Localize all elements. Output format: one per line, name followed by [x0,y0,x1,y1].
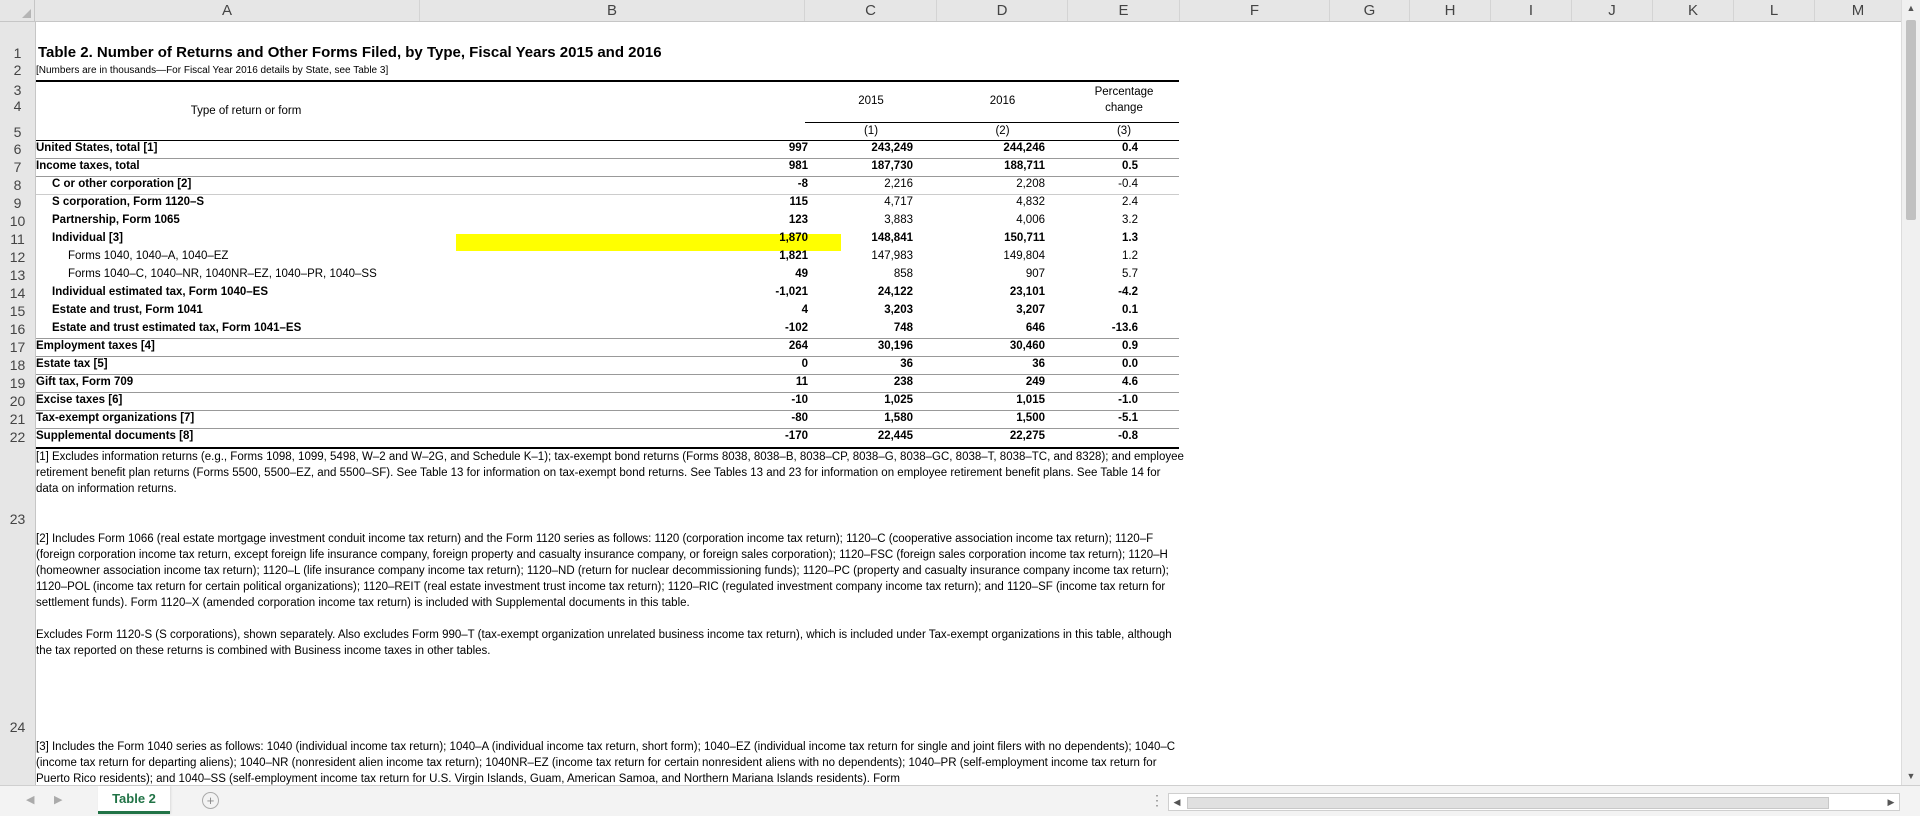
header-type: Type of return or form [190,105,302,117]
row-label: Estate tax [5] [36,358,108,370]
rule [36,80,1179,82]
footnote-3: [3] Includes the Form 1040 series as follows: 1040 (individual income tax return); 1040–A (individual income tax return, short form); 1040–EZ (individual income tax return for single and joint filers with no dependents); 1040–C (income tax return for departing aliens); 1040–NR (nonresident alien income tax return); 1040NR–EZ (income tax return for certain nonresident aliens with no dependents); 1040–PR (self-employment income tax return for Puerto Rico residents); and 1040–SS (self-employment income tax return for U.S. Virgin Islands, Guam, American Samoa, and Northern Mariana Islands residents). Form [36,741,1176,785]
cell-e: -4.2 [1118,286,1138,298]
select-all-button[interactable] [0,0,35,21]
cell-c: 187,730 [871,160,913,172]
row-label: Excise taxes [6] [36,394,123,406]
scroll-right-icon[interactable]: ▶ [1887,797,1895,807]
cell-e: 4.6 [1122,376,1138,388]
cell-c: 36 [900,358,913,370]
cell-d: 3,207 [1016,304,1045,316]
cell-c: 22,445 [877,430,913,442]
row-header[interactable]: 1 [13,45,22,61]
row-label: Estate and trust estimated tax, Form 1041–ES [52,322,302,334]
col-header-c[interactable]: C [805,0,937,21]
row-header[interactable]: 21 [9,411,26,427]
cell-e: 1.2 [1122,250,1138,262]
cell-d: 1,500 [1016,412,1045,424]
cell-c: 4,717 [884,196,913,208]
cell-c: 858 [893,268,913,280]
col-header-m[interactable]: M [1815,0,1902,21]
row-header[interactable]: 3 [13,82,22,98]
rule [36,338,1179,339]
row-header[interactable]: 18 [9,357,26,373]
cell-d: 23,101 [1009,286,1045,298]
cell-e: -0.4 [1118,178,1138,190]
cell-b: -170 [784,430,808,442]
row-header[interactable]: 15 [9,303,26,319]
row-label: Forms 1040, 1040–A, 1040–EZ [68,250,229,262]
cell-c: 1,580 [884,412,913,424]
row-label: Supplemental documents [8] [36,430,194,442]
cell-b: 997 [788,142,808,154]
row-header[interactable]: 8 [13,177,22,193]
row-label: United States, total [1] [36,142,158,154]
row-label: Gift tax, Form 709 [36,376,134,388]
row-header[interactable]: 17 [9,339,26,355]
cell-e: 0.0 [1122,358,1138,370]
row-header[interactable]: 24 [9,719,26,735]
row-header[interactable]: 11 [10,231,25,247]
col-header-h[interactable]: H [1410,0,1491,21]
cell-d: 4,006 [1016,214,1045,226]
col-header-i[interactable]: I [1491,0,1572,21]
row-label: Forms 1040–C, 1040–NR, 1040NR–EZ, 1040–PR, 1040–SS [68,268,377,280]
row-header[interactable]: 9 [13,195,22,211]
cell-e: 1.3 [1122,232,1138,244]
colnum-3: (3) [1116,125,1132,137]
cell-b: 981 [788,160,808,172]
cell-c: 3,203 [884,304,913,316]
row-label: Individual [3] [52,232,123,244]
cell-c: 2,216 [884,178,913,190]
cell-c: 1,025 [884,394,913,406]
row-header[interactable]: 20 [9,393,26,409]
sheet-tab-bar [0,785,1920,816]
next-sheet-icon[interactable]: ▶ [54,794,63,806]
horizontal-scrollbar[interactable] [1168,793,1900,811]
row-header[interactable]: 6 [13,141,22,157]
cell-e: 3.2 [1122,214,1138,226]
scroll-left-icon[interactable]: ◀ [1173,797,1181,807]
rule [36,194,1179,195]
cell-d: 150,711 [1004,232,1045,244]
row-label: S corporation, Form 1120–S [52,196,205,208]
cell-b: -1,021 [775,286,808,298]
cell-b: -80 [791,412,808,424]
cell-b: 123 [788,214,808,226]
row-header[interactable]: 10 [9,213,26,229]
footnote-1: [1] Excludes information returns (e.g., Forms 1098, 1099, 5498, W–2 and W–2G, and Schedule K–1); tax-exempt bond returns (Forms 8038, 8038–B, 8038–CP, 8038–G, 8038–GC, 8038–T, 8038–TC, and 8328); and employee retirement benefit plan returns (Forms 5500, 5500–EZ, and 5500–SF). See Table 13 for information on tax-exempt bond returns. See Tables 13 and 23 for information on employee retirement benefit plans. See Table 14 for data on information returns. [36,451,1184,495]
row-label: Estate and trust, Form 1041 [52,304,203,316]
header-2016: 2016 [989,95,1016,107]
row-header[interactable]: 14 [9,285,26,301]
cell-d: 907 [1025,268,1045,280]
cell-d: 149,804 [1003,250,1045,262]
cell-e: 0.5 [1122,160,1138,172]
rule [36,410,1179,411]
cell-b: -8 [797,178,808,190]
col-header-e[interactable]: E [1068,0,1180,21]
cell-b: 115 [789,196,808,208]
row-label: Employment taxes [4] [36,340,155,352]
rule [36,176,1179,177]
colnum-2: (2) [995,125,1010,137]
cell-b: -10 [791,394,808,406]
col-header-b[interactable]: B [420,0,805,21]
row-label: Partnership, Form 1065 [52,214,180,226]
rule [36,374,1179,375]
cell-e: -5.1 [1118,412,1138,424]
vertical-scroll-thumb[interactable] [1906,20,1916,220]
vertical-scrollbar[interactable] [1901,0,1920,785]
rule [36,356,1179,357]
sheet-tab-table-2[interactable]: Table 2 [98,786,170,814]
cell-d: 2,208 [1016,178,1045,190]
cell-b: -102 [784,322,808,334]
header-2015: 2015 [858,95,884,107]
row-label: Individual estimated tax, Form 1040–ES [52,286,269,298]
cell-b[interactable]: 1,870 [779,232,808,244]
col-header-g[interactable]: G [1330,0,1410,21]
horizontal-scroll-thumb[interactable] [1187,797,1829,809]
row-header[interactable]: 2 [13,62,22,78]
rule [36,392,1179,393]
more-options-icon[interactable]: ⋮ [1150,792,1164,808]
cell-c: 148,841 [871,232,913,244]
rule [805,122,1179,123]
cell-b: 0 [801,358,808,370]
cell-d: 244,246 [1003,142,1045,154]
row-label: C or other corporation [2] [52,178,192,190]
row-header[interactable]: 12 [9,249,26,265]
rule [36,140,1179,141]
sheet-grid[interactable] [36,22,1902,785]
col-header-j[interactable]: J [1572,0,1653,21]
add-sheet-icon[interactable]: + [202,792,219,809]
row-header[interactable]: 16 [9,321,26,337]
cell-d: 188,711 [1004,160,1045,172]
cell-b: 264 [788,340,808,352]
cell-d: 646 [1025,322,1045,334]
cell-c: 748 [893,322,913,334]
row-header-bar [0,22,36,785]
row-header[interactable]: 13 [9,267,26,283]
col-header-a[interactable]: A [35,0,420,21]
cell-d: 4,832 [1016,196,1045,208]
cell-e: 5.7 [1122,268,1138,280]
cell-e: -0.8 [1118,430,1138,442]
cell-d: 249 [1025,376,1045,388]
prev-sheet-icon[interactable]: ◀ [26,794,35,806]
colnum-1: (1) [863,125,879,137]
table-title: Table 2. Number of Returns and Other Forms Filed, by Type, Fiscal Years 2015 and 2016 [38,44,662,61]
row-header[interactable]: 19 [9,375,26,391]
col-header-d[interactable]: D [937,0,1068,21]
cell-d: 36 [1032,358,1045,370]
column-header-bar [0,0,1902,22]
cell-c: 243,249 [871,142,913,154]
header-pct-1: Percentage [1094,86,1154,98]
header-pct-2: change [1105,102,1143,114]
col-header-l[interactable]: L [1734,0,1815,21]
cell-e: 0.9 [1122,340,1138,352]
row-header[interactable]: 7 [13,159,22,175]
cell-e: 2.4 [1122,196,1138,208]
cell-e: -13.6 [1111,322,1138,334]
cell-b: 11 [795,376,808,388]
col-header-k[interactable]: K [1653,0,1734,21]
rule [36,158,1179,159]
cell-c: 147,983 [871,250,913,262]
row-label: Tax-exempt organizations [7] [36,412,195,424]
row-header[interactable]: 4 [13,98,22,114]
cell-d: 30,460 [1009,340,1045,352]
row-label: Income taxes, total [36,160,140,172]
cell-b: 49 [795,268,808,280]
cell-c: 238 [893,376,913,388]
cell-b: 4 [801,304,808,316]
scroll-up-icon[interactable]: ▲ [1906,3,1916,13]
row-header[interactable]: 22 [9,429,26,445]
col-header-f[interactable]: F [1180,0,1330,21]
scroll-down-icon[interactable]: ▼ [1906,771,1916,781]
cell-e: 0.1 [1122,304,1138,316]
cell-b: 1,821 [779,250,808,262]
row-header[interactable]: 23 [9,511,26,527]
cell-e: -1.0 [1118,394,1138,406]
cell-d: 1,015 [1016,394,1045,406]
cell-d: 22,275 [1009,430,1045,442]
rule [36,428,1179,429]
cell-c: 24,122 [877,286,913,298]
cell-c: 3,883 [884,214,913,226]
footnote-2b: Excludes Form 1120-S (S corporations), shown separately. Also excludes Form 990–T (tax-exempt organization unrelated business income tax return), which is included under Tax-exempt organizations in this table, although the tax reported on these returns is combined with Business income taxes in other tables. [36,629,1172,657]
table-subtitle: [Numbers are in thousands—For Fiscal Year 2016 details by State, see Table 3] [36,65,389,76]
cell-e: 0.4 [1122,142,1138,154]
cell-c: 30,196 [877,340,913,352]
footnote-2a: [2] Includes Form 1066 (real estate mortgage investment conduit income tax return) and the Form 1120 series as follows: 1120 (corporation income tax return); 1120–C (cooperative association income tax return); 1120–F (foreign corporation income tax return, except foreign life insurance company, foreign property and casualty insurance company, or foreign sales corporation); 1120–FSC (foreign sales corporation income tax return); 1120–H (homeowner association income tax return); 1120–L (life insurance company income tax return); 1120–ND (return for nuclear decommissioning funds); 1120–PC (property and casualty insurance company income tax return); 1120–POL (income tax return for certain political organizations); 1120–REIT (real estate investment trust income tax return); 1120–RIC (regulated investment company income tax return); and 1120–SF (income tax return for settlement funds). Form 1120–X (amended corporation income tax return) is included with Supplemental documents in this table. [36,533,1169,609]
row-header[interactable]: 5 [13,124,22,140]
